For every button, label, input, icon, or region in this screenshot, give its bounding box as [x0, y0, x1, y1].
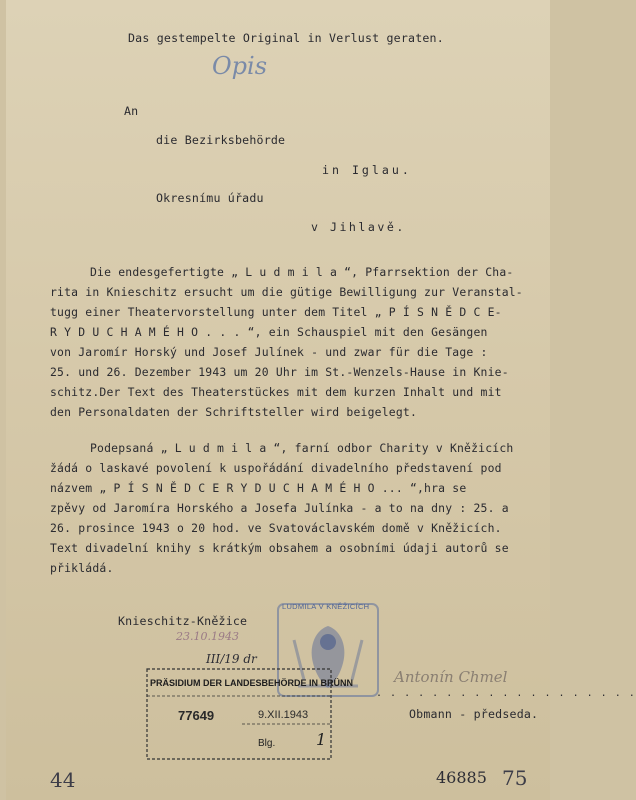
german-line: Die endesgefertigte „ L u d m i l a “, Pfarrsektion der Cha- — [90, 265, 514, 279]
top-note: Das gestempelte Original in Verlust geraten. — [128, 31, 444, 45]
stamp-blg-value: 1 — [316, 730, 327, 749]
handwritten-opis: Opis — [212, 52, 268, 80]
address-line-3: Okresnímu úřadu — [156, 191, 264, 205]
place-line: Knieschitz-Kněžice — [118, 614, 248, 628]
signature-role: Obmann - předseda. — [409, 707, 539, 721]
czech-line: Text divadelní knihy s krátkým obsahem a osobními údaji autorů se — [50, 541, 509, 555]
signature-dots: . . . . . . . . . . . . . . . . . . . — [376, 688, 636, 699]
signature: Antonín Chmel — [394, 668, 508, 686]
seal-text: LUDMILA V KNĚŽICÍCH — [282, 602, 370, 611]
czech-line: 26. prosince 1943 o 20 hod. ve Svatováclavském domě v Kněžicích. — [50, 521, 502, 535]
handwritten-ref: III/19 dr — [206, 652, 257, 666]
bottom-ref-number: 46885 — [436, 768, 487, 787]
handwritten-date: 23.10.1943 — [176, 630, 239, 643]
address-line-4: v Jihlavě. — [311, 220, 406, 234]
czech-line: Podepsaná „ L u d m i l a “, farní odbor Charity v Kněžicích — [90, 441, 514, 455]
address-an: An — [124, 104, 139, 118]
czech-line: názvem „ P Í S N Ě D C E R Y D U C H A M É H O ... “,hra se — [50, 481, 467, 495]
german-line: den Personaldaten der Schriftsteller wird beigelegt. — [50, 405, 418, 419]
german-line: schitz.Der Text des Theaterstückes mit dem kurzen Inhalt und mit — [50, 385, 502, 399]
german-line: R Y D U C H A M É H O . . . “, ein Schauspiel mit den Gesängen — [50, 325, 488, 339]
bottom-left-number: 44 — [50, 768, 76, 792]
stamp-header: PRÄSIDIUM DER LANDESBEHÖRDE IN BRÜNN — [150, 678, 354, 688]
german-line: von Jaromír Horský und Josef Julínek - und zwar für die Tage : — [50, 345, 488, 359]
german-line: rita in Knieschitz ersucht um die gütige Bewilligung zur Veranstal- — [50, 285, 523, 299]
address-line-1: die Bezirksbehörde — [156, 133, 286, 147]
presidium-receipt-stamp — [146, 668, 354, 760]
czech-line: přikládá. — [50, 561, 114, 575]
german-line: 25. und 26. Dezember 1943 um 20 Uhr im St.-Wenzels-Hause in Knie- — [50, 365, 509, 379]
bottom-page-number: 75 — [502, 766, 528, 790]
stamp-blg-label: Blg. — [258, 738, 276, 749]
czech-line: zpěvy od Jaromíra Horského a Josefa Julínka - a to na dny : 25. a — [50, 501, 509, 515]
document-page — [6, 0, 636, 800]
stamp-number: 77649 — [178, 708, 215, 723]
address-line-2: in Iglau. — [322, 163, 412, 177]
czech-line: žádá o laskavé povolení k uspořádání divadelního představení pod — [50, 461, 502, 475]
german-line: tugg einer Theatervorstellung unter dem Titel „ P Í S N Ě D C E- — [50, 305, 502, 319]
stamp-date: 9.XII.1943 — [258, 709, 309, 721]
